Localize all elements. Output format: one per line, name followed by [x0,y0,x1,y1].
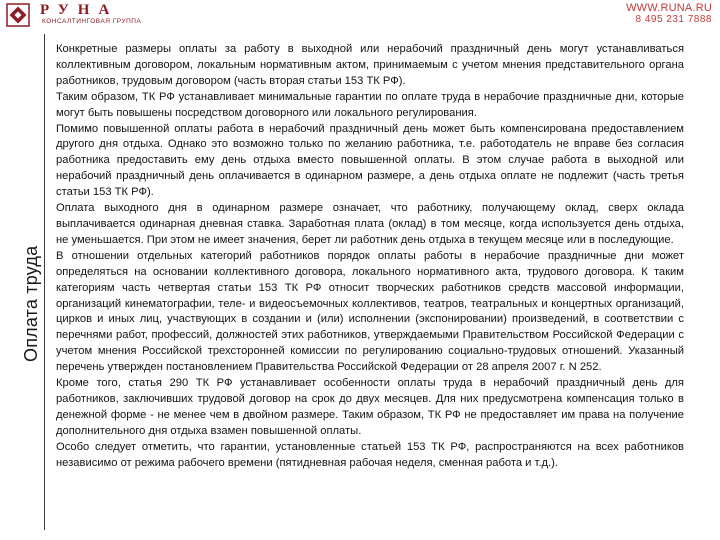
runa-logo-icon [6,3,30,27]
contacts [626,2,712,25]
header [0,0,720,30]
section-title: Оплата труда [21,245,41,362]
paragraph: В отношении отдельных категорий работников порядок оплаты работы в нерабочие праздничные дни может определяться на основании коллективного договора, локального нормативного акта, трудового договора. К таким категориям часть четвертая статьи 153 ТК РФ относит творческих работников средств массовой информации, организаций кинематографии, теле- и видеосъемочных коллективов, театров, театральных и концертных организаций, цирков и иных лиц, участвующих в создании и (или) исполнении (экспонировании) произведений, в соответствии с перечнями работ, профессий, должностей этих работников, утверждаемыми Правительством Российской Федерации с учетом мнения Российской трехсторонней комиссии по регулированию социально-трудовых отношений. Указанный перечень утвержден постановлением Правительства Российской Федерации от 28 апреля 2007 г. N 252. [56,249,684,374]
logo-wordmark: РУНА [40,2,119,18]
company-logo[interactable] [6,2,166,28]
paragraph: Особо следует отметить, что гарантии, установленные статьей 153 ТК РФ, распространяются на всех работников независимо от режима рабочего времени (пятидневная рабочая неделя, сменная работа и т.д.). [56,440,684,469]
section-divider [44,34,45,530]
logo-subtitle: КОНСАЛТИНГОВАЯ ГРУППА [42,18,142,25]
paragraph: Помимо повышенной оплаты работа в нерабочий праздничный день может быть компенсирована предоставлением другого дня отдыха. Однако это возможно только по желанию работника, т.е. работодатель не вправе без согласия работника предоставить ему день отдыха вместо повышенной оплаты. В этом случае работа в выходной или нерабочий праздничный день оплачивается в одинарном размере, а день отдыха оплате не подлежит (часть третья статьи 153 ТК РФ). [56,122,684,199]
phone-number: 8 495 231 7888 [635,14,712,25]
paragraph: Кроме того, статья 290 ТК РФ устанавливает особенности оплаты труда в нерабочий праздничный день для работников, заключивших трудовой договор на срок до двух месяцев. Для них предусмотрена компенсация только в денежной форме - не менее чем в двойном размере. Таким образом, ТК РФ не предоставляет им права на получение дополнительного дня отдыха взамен повышенной оплаты. [56,377,684,437]
article-body [56,42,684,540]
website-link[interactable]: WWW.RUNA.RU [626,2,712,14]
paragraph: Конкретные размеры оплаты за работу в выходной или нерабочий праздничный день могут устанавливаться коллективным договором, локальным нормативным актом, принимаемым с учетом мнения представительного органа работников, трудовым договором (часть вторая статьи 153 ТК РФ). [56,43,684,87]
paragraph: Оплата выходного дня в одинарном размере означает, что работнику, получающему оклад, сверх оклада выплачивается одинарная дневная ставка. Заработная плата (оклад) в том месяце, когда используется день отдыха, не уменьшается. При этом не имеет значения, берет ли работник день отдыха в текущем месяце или в последующие. [56,202,684,246]
paragraph: Таким образом, ТК РФ устанавливает минимальные гарантии по оплате труда в нерабочие праздничные дни, которые могут быть повышены посредством договорного или локального регулирования. [56,90,684,119]
